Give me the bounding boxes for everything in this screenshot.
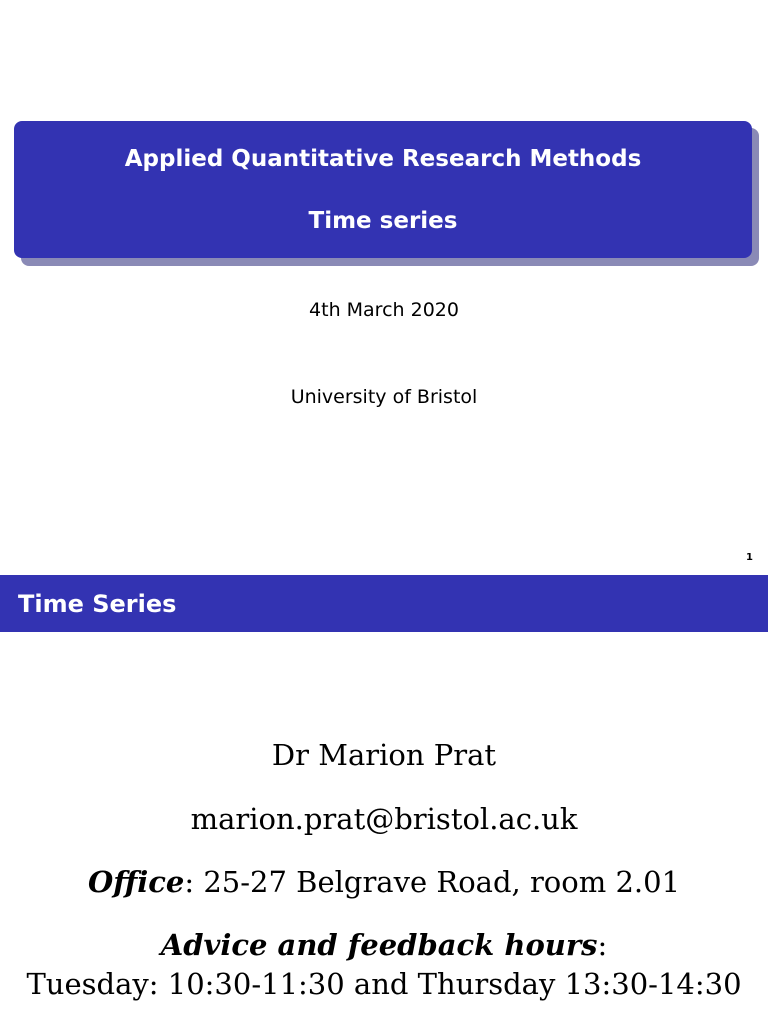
office-line (0, 865, 768, 899)
presentation-institute: University of Bristol (290, 386, 478, 408)
content-slide (0, 575, 768, 1024)
advice-line (0, 928, 768, 962)
frame-title-bar (0, 575, 768, 632)
lecturer-email: marion.prat@bristol.ac.uk (190, 802, 578, 836)
office-value: : 25-27 Belgrave Road, room 2.01 (184, 865, 681, 899)
presentation-date: 4th March 2020 (309, 299, 459, 321)
title-box (14, 121, 752, 258)
advice-label: Advice and feedback hours (160, 928, 598, 962)
presentation-title: Applied Quantitative Research Methods (124, 146, 642, 172)
office-hours: Tuesday: 10:30-11:30 and Thursday 13:30-14:30 (26, 967, 742, 1001)
office-label: Office (87, 865, 185, 899)
lecturer-name: Dr Marion Prat (271, 738, 497, 772)
page-number: 1 (746, 552, 753, 563)
presentation-subtitle: Time series (308, 208, 458, 234)
frame-title: Time Series (18, 590, 177, 618)
advice-colon: : (597, 928, 608, 962)
